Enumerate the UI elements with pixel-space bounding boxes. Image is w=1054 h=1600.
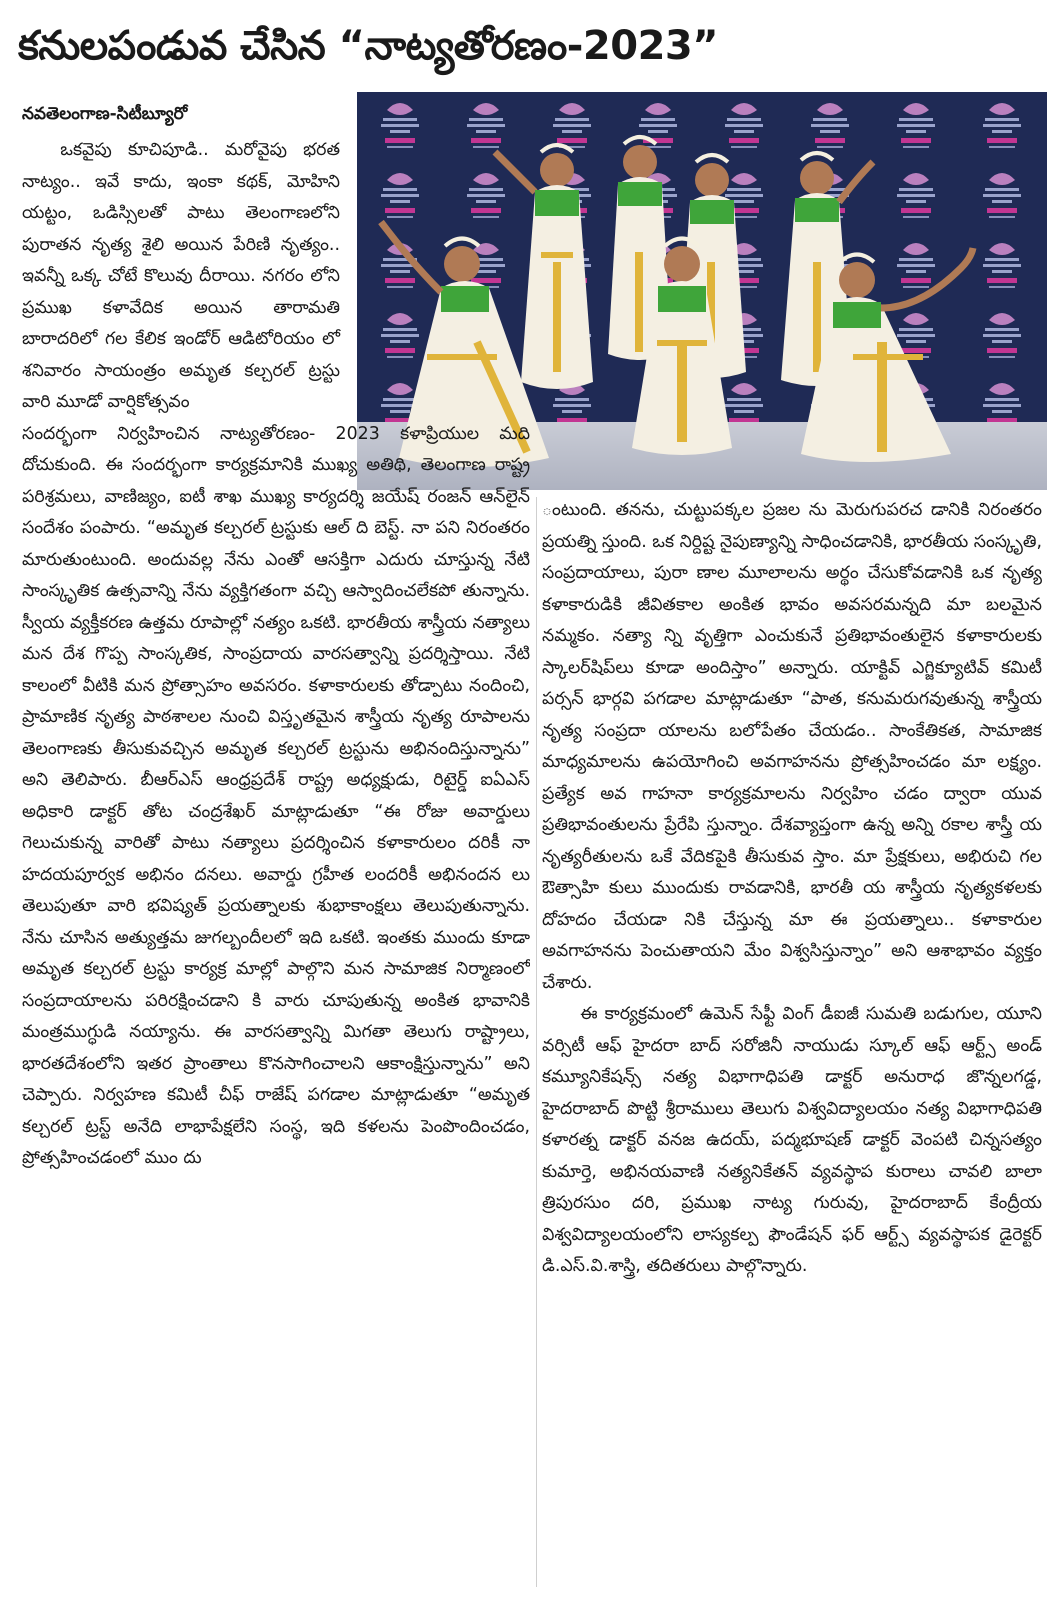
headline: కనులపండువ చేసిన “నాట్యతోరణం-2023” (18, 23, 719, 69)
article-body-left-top: ఒకవైపు కూచిపూడి.. మరోవైపు భరత నాట్యం.. ఇవే కాదు, ఇంకా కథక్‌, మోహిని యట్టం, ఒడిస్సిలతో పాటు తెలంగాణలోని పురాతన నృత్య శైలి అయిన పేరిణి నృత్యం.. ఇవన్నీ ఒక్క చోటే కొలువు దీరాయి. నగరం లోని ప్రముఖ కళావేదిక అయిన తారామతి బారాదరిలో గల కేలిక ఇండోర్‌ ఆడిటోరియం లో శనివారం సాయంత్రం అమృత కల్చరల్‌ ట్రస్టు వారి మూడో వార్షికోత్సవం (22, 140, 340, 412)
article-body-right-attendees: ఈ కార్యక్రమంలో ఉమెన్‌ సేఫ్టీ వింగ్‌ డీఐజీ సుమతి బడుగుల, యూని వర్సిటీ ఆఫ్‌ హైదరా బాద్‌ సరోజినీ నాయుడు స్కూల్‌ ఆఫ్‌ ఆర్ట్స్‌ అండ్‌ కమ్యూనికేషన్స్‌ నత్య విభాగాధిపతి డాక్టర్‌ అనురాధ జొన్నలగడ్డ, హైదరాబాద్‌ పొట్టి శ్రీరాములు తెలుగు విశ్వవిద్యాలయం నత్య విభాగాధిపతి కళారత్న డాక్టర్‌ వనజ ఉదయ్‌, పద్మభూషణ్‌ డాక్టర్‌ వెంపటి చిన్నసత్యం కుమార్తె, అభినయవాణి నత్యనికేతన్‌ వ్యవస్థాప కురాలు చావలి బాలా త్రిపురసుం దరి, ప్రముఖ నాట్య గురువు, హైదరాబాద్‌ కేంద్రీయ విశ్వవిద్యాలయంలోని లాస్యకల్ప ఫౌండేషన్‌ ఫర్‌ ఆర్ట్స్‌ వ్యవస్థాపక డైరెక్టర్‌ డి.ఎస్‌.వి.శాస్త్రి, తదితరులు పాల్గొన్నారు. (542, 1004, 1042, 1276)
article-body-left-bottom: సందర్భంగా నిర్వహించిన నాట్యతోరణం- 2023 కళాప్రియుల మది దోచుకుంది. ఈ సందర్భంగా కార్యక్రమానికి ముఖ్య అతిథి, తెలంగాణ రాష్ట్ర పరిశ్రమలు, వాణిజ్యం, ఐటీ శాఖ ముఖ్య కార్యదర్శి జయేష్‌ రంజన్‌ ఆన్‌లైన్‌ సందేశం పంపారు. “అమృత కల్చరల్‌ ట్రస్టుకు ఆల్‌ ది బెస్ట్‌. నా పని నిరంతరం మారుతుంటుంది. అందువల్ల నేను ఎంతో ఆసక్తిగా ఎదురు చూస్తున్న నేటి సాంస్కృతిక ఉత్సవాన్ని నేను వ్యక్తిగతంగా వచ్చి ఆస్వాదించలేకపో తున్నాను. స్వీయ వ్యక్తీకరణ ఉత్తమ రూపాల్లో నత్యం ఒకటి. భారతీయ శాస్త్రీయ నత్యాలు మన దేశ గొప్ప సాంస్కతిక, సాంప్రదాయ వారసత్వాన్ని ప్రదర్శిస్తాయి. నేటి కాలంలో వీటికి మన ప్రోత్సాహం అవసరం. కళాకారులకు తోడ్పాటు నందించి, ప్రామాణిక నృత్య పాఠశాలల నుంచి విస్తృతమైన శాస్త్రీయ నృత్య రూపాలను తెలంగాణకు తీసుకువచ్చిన అమృత కల్చరల్‌ ట్రస్టును అభినందిస్తున్నాను” అని తెలిపారు. బీఆర్‌ఎస్‌ ఆంధ్రప్రదేశ్‌ రాష్ట్ర అధ్యక్షుడు, రిటైర్డ్‌ ఐఏఎస్‌ అధికారి డాక్టర్‌ తోట చంద్రశేఖర్‌ మాట్లాడుతూ “ఈ రోజు అవార్డులు గెలుచుకున్న వారితో పాటు నత్యాలు ప్రదర్శించిన కళాకారులం దరికీ నా హదయపూర్వక అభినం దనలు. అవార్డు గ్రహీత లందరికీ అభినందన లు తెలుపుతూ వారి భవిష్యత్‌ ప్రయత్నాలకు శుభాకాంక్షలు తెలుపుతున్నాను. నేను చూసిన అత్యుత్తమ జుగల్బందీలలో ఇది ఒకటి. ఇంతకు ముందు కూడా అమృత కల్చరల్‌ ట్రస్టు కార్యక్ర మాల్లో పాల్గొని మన సామాజిక నిర్మాణంలో సంప్రదాయాలను పరిరక్షించడాని కి వారు చూపుతున్న అంకిత భావానికి మంత్రముగ్ధుడి నయ్యాను. ఈ వారసత్వాన్ని మిగతా తెలుగు రాష్ట్రాలు, భారతదేశంలోని ఇతర ప్రాంతాలు కొనసాగించాలని ఆకాంక్షిస్తున్నాను” అని చెప్పారు. నిర్వహణ కమిటీ చీఫ్‌ రాజేష్‌ పగడాల మాట్లాడుతూ “అమృత కల్చరల్‌ ట్రస్ట్‌ అనేది లాభాపేక్షలేని సంస్థ, ఇది కళలను పెంపొందించడం, ప్రోత్సహించడంలో ముం దు (22, 423, 530, 1168)
article-body-right-continued: ంటుంది. తనను, చుట్టుపక్కల ప్రజల ను మెరుగుపరచ డానికి నిరంతరం ప్రయత్ని స్తుంది. ఒక నిర్దిష్ట నైపుణ్యాన్ని సాధించడానికి, భారతీయ సంస్కృతి, సంప్రదాయాలు, పురా ణాల మూలాలను అర్థం చేసుకోవడానికి ఒక నృత్య కళాకారుడికి జీవితకాల అంకిత భావం అవసరమన్నది మా బలమైన నమ్మకం. నత్యా న్ని వృత్తిగా ఎంచుకునే ప్రతిభావంతులైన కళాకారులకు స్కాలర్‌షిప్‌లు కూడా అందిస్తాం” అన్నారు. యాక్టివ్‌ ఎగ్జిక్యూటివ్‌ కమిటీ పర్సన్‌ భార్గవి పగడాల మాట్లాడుతూ “పాత, కనుమరుగవుతున్న శాస్త్రీయ నృత్య సంప్రదా యాలను బలోపేతం చేయడం.. సాంకేతికత, సామాజిక మాధ్యమాలను ఉపయోగించి అవగాహనను ప్రోత్సహించడం మా లక్ష్యం. ప్రత్యేక అవ గాహనా కార్యక్రమాలను నిర్వహిం చడం ద్వారా యువ ప్రతిభావంతులను ప్రేరేపి స్తున్నాం. దేశవ్యాప్తంగా ఉన్న అన్ని రకాల శాస్త్రీ య నృత్యరీతులను ఒకే వేదికపైకి తీసుకువ స్తాం. మా ప్రేక్షకులు, అభిరుచి గల ఔత్సాహి కులు ముందుకు రావడానికి, భారతీ య శాస్త్రీయ నృత్యకళలకు దోహదం చేయడా నికి చేస్తున్న మా ఈ ప్రయత్నాలు.. కళాకారుల అవగాహనను పెంచుతాయని మేం విశ్వసిస్తున్నాం” అని ఆశాభావం వ్యక్తం చేశారు. (542, 500, 1042, 993)
article-column-right (542, 495, 1042, 1590)
column-divider (536, 497, 537, 1587)
byline: నవతెలంగాణ-సిటీబ్యూరో (22, 104, 188, 124)
article-column-left (22, 135, 530, 1590)
